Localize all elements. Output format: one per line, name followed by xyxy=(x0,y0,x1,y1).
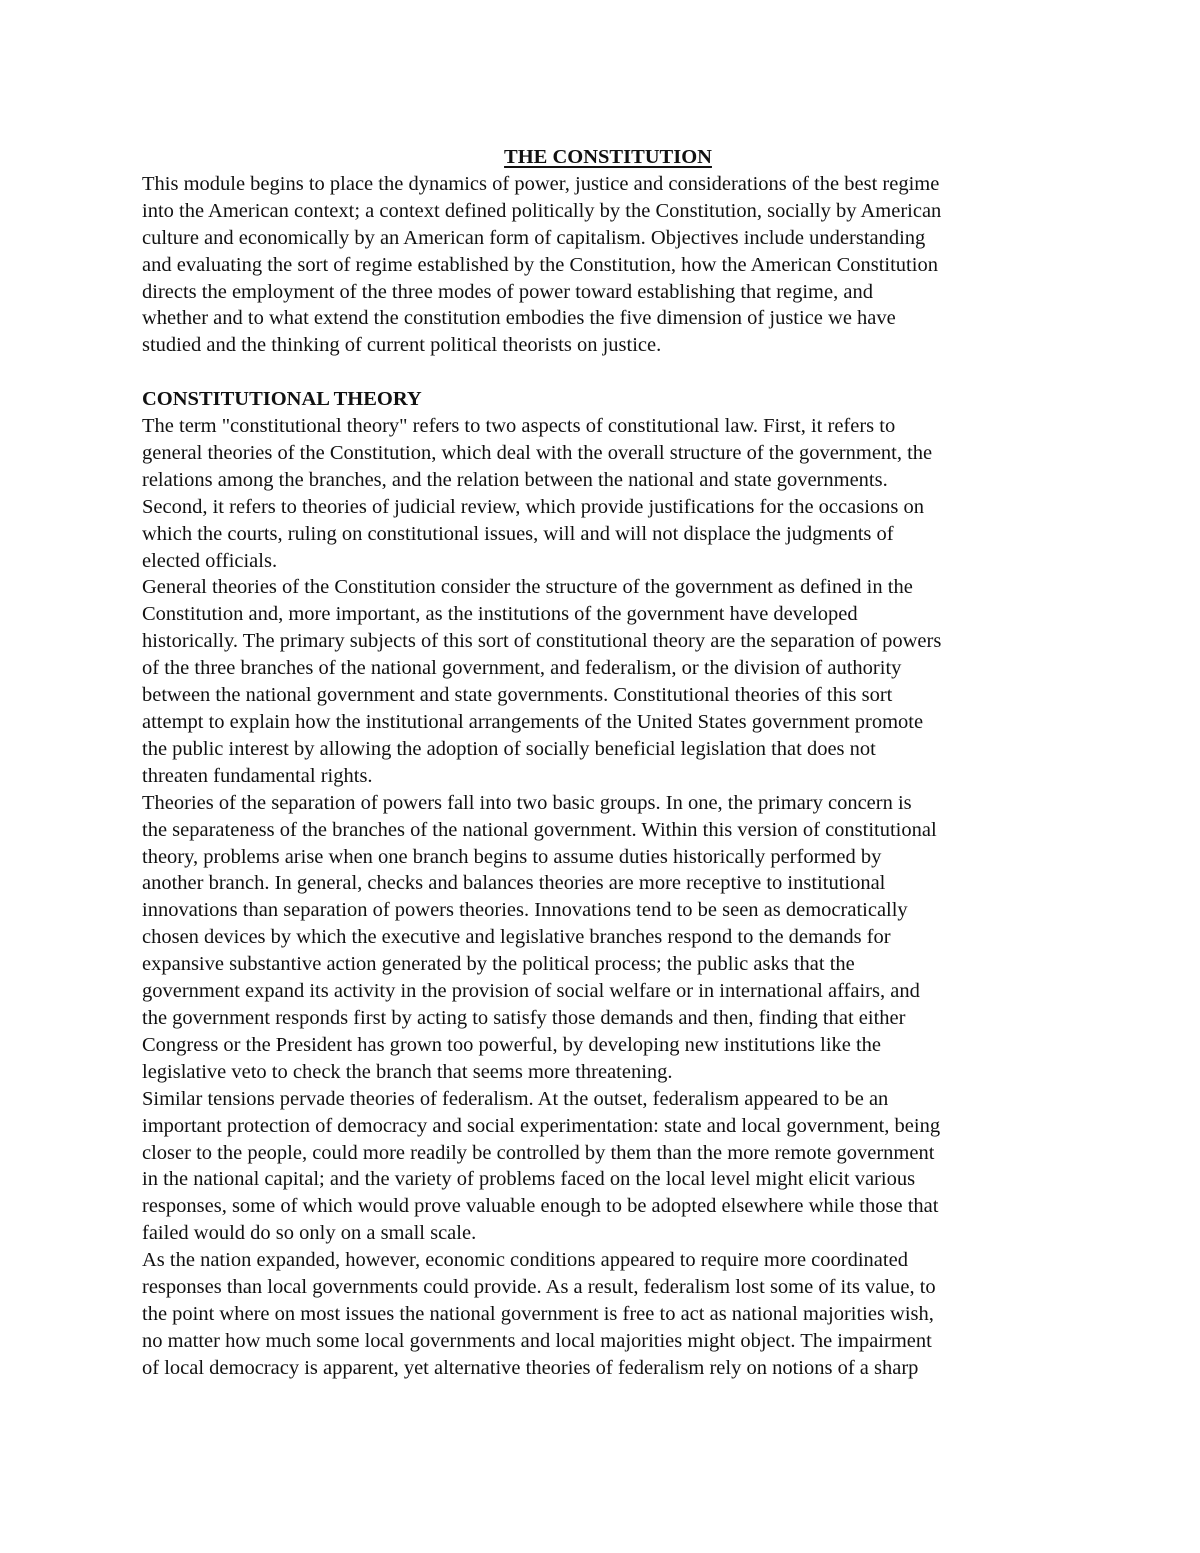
text-line: threaten fundamental rights. xyxy=(142,764,373,787)
body-text xyxy=(142,413,1062,1382)
text-line: of the three branches of the national government, and federalism, or the division of authority xyxy=(142,657,902,680)
text-line: studied and the thinking of current political theorists on justice. xyxy=(142,334,662,357)
text-line: Constitution and, more important, as the institutions of the government have developed xyxy=(142,603,858,626)
text-line: the separateness of the branches of the national government. Within this version of constitutional xyxy=(142,818,937,841)
text-line: directs the employment of the three modes of power toward establishing that regime, and xyxy=(142,280,873,303)
document-page xyxy=(142,144,1062,1382)
text-line: the public interest by allowing the adoption of socially beneficial legislation that does not xyxy=(142,737,876,760)
section-gap xyxy=(142,359,1062,386)
text-line: the government responds first by acting to satisfy those demands and then, finding that either xyxy=(142,1006,906,1029)
text-line: Congress or the President has grown too powerful, by developing new institutions like the xyxy=(142,1033,882,1056)
text-line: Similar tensions pervade theories of federalism. At the outset, federalism appeared to be an xyxy=(142,1087,889,1110)
text-line: theory, problems arise when one branch begins to assume duties historically performed by xyxy=(142,845,882,868)
text-line: and evaluating the sort of regime established by the Constitution, how the American Constitution xyxy=(142,253,938,276)
text-line: General theories of the Constitution consider the structure of the government as defined in the xyxy=(142,576,913,599)
text-line: Second, it refers to theories of judicial review, which provide justifications for the occasions on xyxy=(142,495,925,518)
text-line: The term "constitutional theory" refers to two aspects of constitutional law. First, it refers to xyxy=(142,415,896,438)
text-line: historically. The primary subjects of this sort of constitutional theory are the separation of powers xyxy=(142,630,942,653)
text-line: innovations than separation of powers theories. Innovations tend to be seen as democratically xyxy=(142,899,908,922)
text-line: government expand its activity in the provision of social welfare or in international affairs, and xyxy=(142,980,920,1003)
text-line: responses, some of which would prove valuable enough to be adopted elsewhere while those that xyxy=(142,1195,939,1218)
text-line: important protection of democracy and social experimentation: state and local government, being xyxy=(142,1114,941,1137)
text-line: between the national government and state governments. Constitutional theories of this sort xyxy=(142,684,893,707)
text-line: whether and to what extend the constitution embodies the five dimension of justice we have xyxy=(142,307,896,330)
text-line: As the nation expanded, however, economic conditions appeared to require more coordinated xyxy=(142,1249,908,1272)
text-line: failed would do so only on a small scale. xyxy=(142,1222,477,1245)
text-line: the point where on most issues the national government is free to act as national majorities wish, xyxy=(142,1302,934,1325)
text-line: of local democracy is apparent, yet alternative theories of federalism rely on notions of a sharp xyxy=(142,1356,919,1379)
text-line: into the American context; a context defined politically by the Constitution, socially by American xyxy=(142,199,942,222)
text-line: elected officials. xyxy=(142,549,278,572)
text-line: Theories of the separation of powers fall into two basic groups. In one, the primary concern is xyxy=(142,791,912,814)
text-line: expansive substantive action generated by the political process; the public asks that the xyxy=(142,953,855,976)
section-heading: CONSTITUTIONAL THEORY xyxy=(142,388,422,411)
text-line: in the national capital; and the variety of problems faced on the local level might elicit various xyxy=(142,1168,916,1191)
text-line: general theories of the Constitution, which deal with the overall structure of the government, the xyxy=(142,441,933,464)
intro-paragraph xyxy=(142,171,1062,359)
document-title: THE CONSTITUTION xyxy=(504,146,712,168)
text-line: attempt to explain how the institutional arrangements of the United States government promote xyxy=(142,711,924,734)
text-line: which the courts, ruling on constitutional issues, will and will not displace the judgments of xyxy=(142,522,894,545)
text-line: closer to the people, could more readily be controlled by them than the more remote government xyxy=(142,1141,935,1164)
text-line: This module begins to place the dynamics of power, justice and considerations of the best regime xyxy=(142,172,940,195)
text-line: relations among the branches, and the relation between the national and state governments. xyxy=(142,468,888,491)
text-line: another branch. In general, checks and balances theories are more receptive to institutional xyxy=(142,872,886,895)
text-line: legislative veto to check the branch that seems more threatening. xyxy=(142,1060,673,1083)
text-line: no matter how much some local governments and local majorities might object. The impairment xyxy=(142,1329,932,1352)
text-line: responses than local governments could provide. As a result, federalism lost some of its value, to xyxy=(142,1276,936,1299)
text-line: chosen devices by which the executive and legislative branches respond to the demands for xyxy=(142,926,891,949)
text-line: culture and economically by an American form of capitalism. Objectives include understanding xyxy=(142,226,926,249)
